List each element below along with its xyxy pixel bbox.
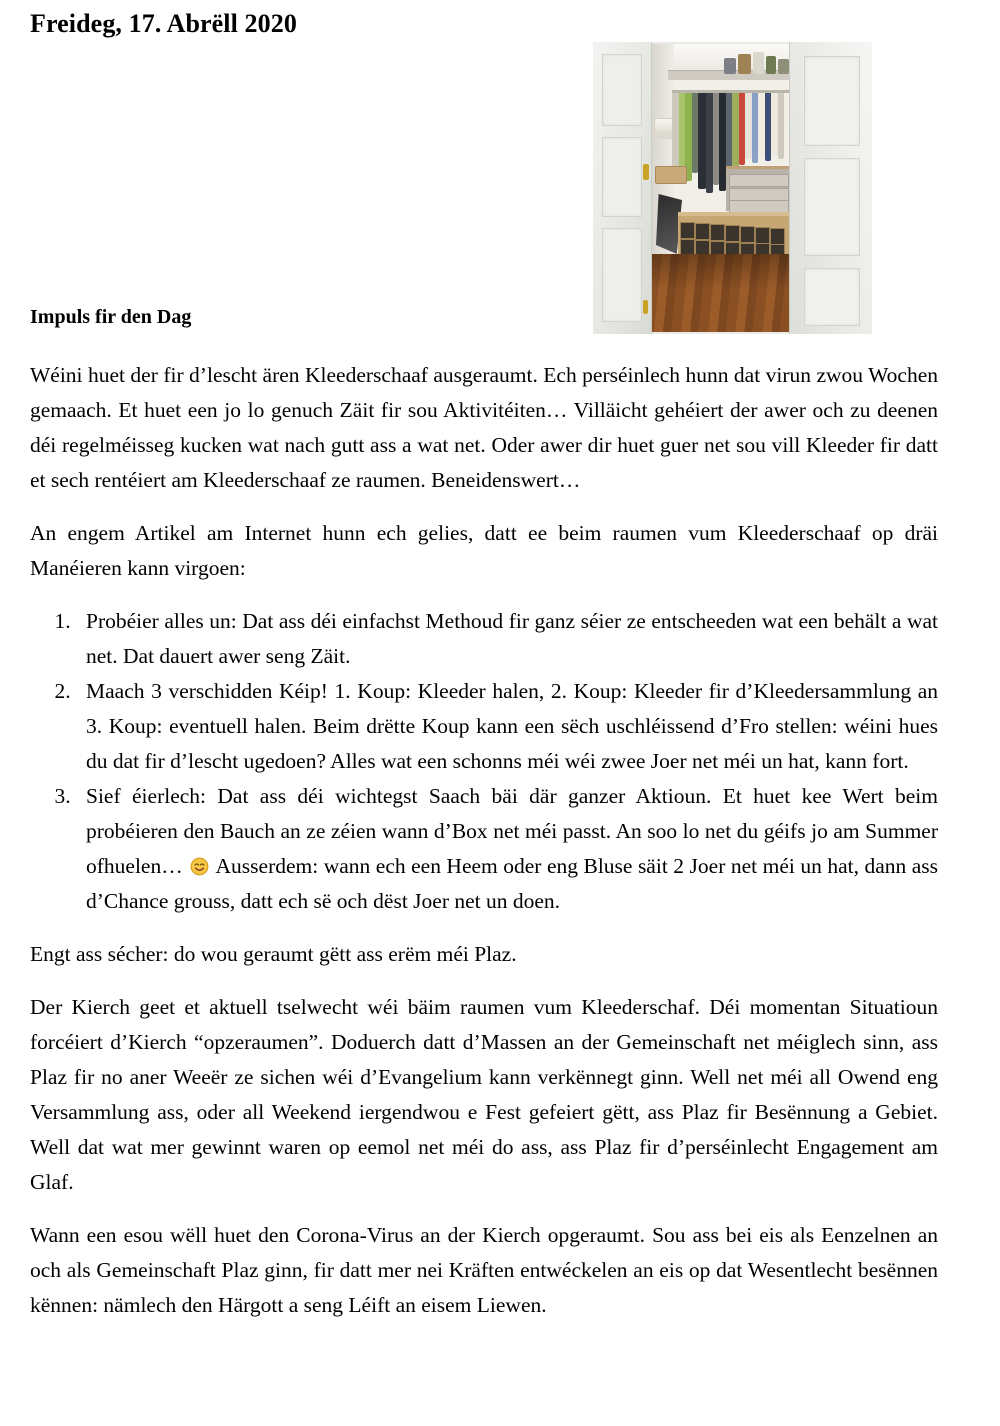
- list-item: [76, 779, 938, 919]
- floor-shadow: [652, 254, 790, 332]
- paragraph-church: Der Kierch geet et aktuell tselwecht wéi bäim raumen vum Kleederschaf. Déi momentan Situatioun forcéiert d’Kierch “opzeraumen”. Doduerch datt d’Massen an der Gemeinschaft net méiglech sinn, ass Plaz fir no aner Weeër ze sichen wéi d’Evangelium kann verkënnegt ginn. Well net méi all Owend eng Versammlung ass, oder all Weekend iergendwou e Fest gefeiert gëtt, ass Plaz fir Besënnung a Gebiet. Well dat wat mer gewinnt waren op eemol net méi do ass, ass Plaz fir d’perséinlecht Engagement am Glaf.: [30, 995, 938, 1194]
- closet-drawer-unit: [726, 166, 790, 211]
- list-item-text-after-emoji: Ausserdem: wann ech een Heem oder eng Bluse säit 2 Joer net méi un hat, dann ass d’Chance grouss, datt ech së och dëst Joer net un doen.: [86, 854, 939, 913]
- list-item: 2. Maach 3 verschidden Kéip! 1. Koup: Kleeder halen, 2. Koup: Kleeder fir d’Kleedersammlung an 3. Koup: eventuell halen. Beim drëtte Koup kann een sëch uschléissend d’Fro stellen: wéini hues du dat fir d’lescht ugedoen? Alles wat een schonns méi wéi zwee Joer net méi un hat, kann fort.: [76, 674, 938, 779]
- walk-in-closet-photo: [593, 42, 872, 334]
- paragraph-corona: Wann een esou wëll huet den Corona-Virus an der Kierch opgeraumt. Sou ass bei eis als Eenzelnen an och als Gemeinschaft Plaz ginn, fir datt mer nei Kräften entwéckelen an eis op dat Wesentlecht besënnen kënnen: nämlech den Härgott a seng Léift an eisem Liewen.: [30, 1223, 938, 1317]
- smiling-face-with-smiling-eyes-emoji: [190, 852, 209, 871]
- paragraph-conclusion-space: Engt ass sécher: do wou geraumt gëtt ass erëm méi Plaz.: [30, 942, 517, 966]
- paragraph-article-lead: An engem Artikel am Internet hunn ech gelies, datt ee beim raumen vum Kleederschaaf op dräi Manéieren kann virgoen:: [30, 521, 938, 580]
- door-hinge-lower: [643, 300, 648, 314]
- shoe-cubby-bench: [678, 212, 790, 258]
- list-item-text-before-emoji: Sief éierlech: Dat ass déi wichtegst Saach bäi där ganzer Aktioun. Et huet kee Wert beim probéieren den Bauch an ze zéien wann d’Box net méi passt. An soo lo net du géifs jo am Summer ofhuelen…: [86, 784, 938, 878]
- closet-bags: [724, 50, 790, 74]
- page-title: Freideg, 17. Abrëll 2020: [30, 9, 297, 38]
- door-hinge-upper: [643, 164, 649, 180]
- article-body: [30, 358, 938, 1341]
- closet-door-left: [593, 42, 652, 334]
- section-heading: Impuls fir den Dag: [30, 306, 192, 328]
- closet-interior: [652, 44, 790, 332]
- paragraph-intro: Wéini huet der fir d’lescht ären Kleederschaaf ausgeraumt. Ech perséinlech hunn dat virun zwou Wochen gemaach. Et huet een jo lo genuch Zäit fir sou Aktivitéiten… Villäicht gehéiert der awer och zu deenen déi regelméisseg kucken wat nach gutt ass a wat net. Oder awer dir huet guer net sou vill Kleeder fir datt et sech rentéiert am Kleederschaaf ze raumen. Beneidenswert…: [30, 363, 938, 492]
- methods-ordered-list: [30, 604, 938, 919]
- storage-basket: [655, 166, 687, 184]
- closet-door-right: [789, 42, 872, 334]
- list-item: 1. Probéier alles un: Dat ass déi einfachst Methoud fir ganz séier ze entscheeden wat een behält a wat net. Dat dauert awer seng Zäit.: [76, 604, 938, 674]
